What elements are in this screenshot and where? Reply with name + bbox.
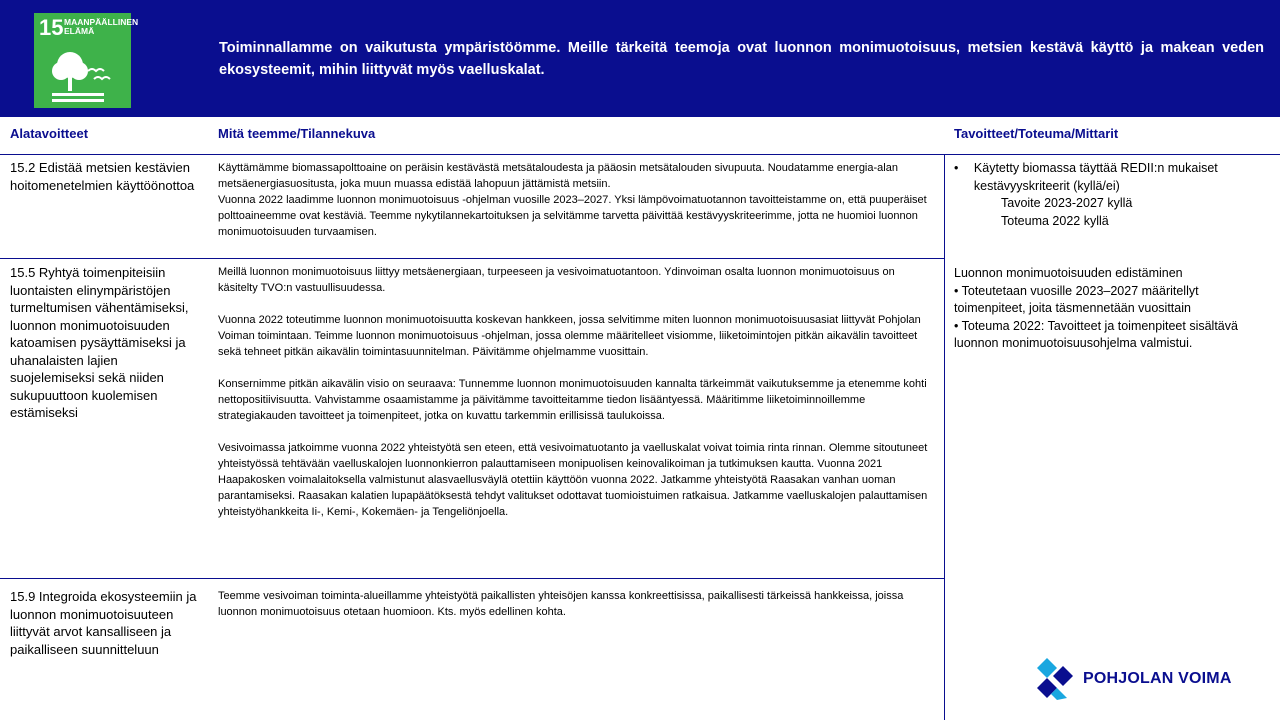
sub-goal-15-9: 15.9 Integroida ekosysteemiin ja luonnon monimuotoisuuteen liittyvät arvot kansalliseen ja paikalliseen suunnitteluun bbox=[10, 589, 197, 657]
sub-goal-15-2: 15.2 Edistää metsien kestävien hoitomenetelmien käyttöönottoa bbox=[10, 160, 195, 193]
tree-and-birds-icon bbox=[34, 43, 131, 108]
intro-text: Toiminnallamme on vaikutusta ympäristöömme. Meille tärkeitä teemoja ovat luonnon monimuotoisuus, metsien kestävä käyttö ja makean veden ekosysteemit, mihin liittyvät myös vaelluskalat. bbox=[219, 40, 1264, 78]
pv-mark-icon bbox=[1035, 658, 1079, 700]
row-text-15-5: Meillä luonnon monimuotoisuus liittyy metsäenergiaan, turpeeseen ja vesivoimatuotantoon. Ydinvoiman osalta luonnon monimuotoisuus on käsitelty TVO:n vastuullisuudessa. Vuonna 2022 toteutimme luonnon monimuotoisuutta koskevan hankkeen, jossa selvitimme miten luonnon monimuotoisuusasiat liittyvät Pohjolan Voiman toimintaan. Teimme luonnon monimuotoisuus -ohjelman, jossa olemme määritelleet visiomme, liiketoimintojen pitkän aikavälin tavoitteet sekä tehneet pitkän aikavälin toimintasuunnitelman. Päivitämme ohjelmamme vuosittain. Konsernimme pitkän aikavälin visio on seuraava: Tunnemme luonnon monimuotoisuuden kannalta tärkeimmät vaikutuksemme ja etenemme kohti nettopositiivisuutta. Vahvistamme osaamistamme ja päivitämme tavoitteitamme tiedon lisääntyessä. Määritimme liiketoiminnoillemme strategiakauden tavoitteet ja toimenpiteet, jotka on kuvattu tarkemmin erillisissä taulukoissa. Vesivoimassa jatkoimme vuonna 2022 yhteistyötä sen eteen, että vesivoimatuotanto ja vaelluskalat voivat toimia rinta rinnan. Olemme sitoutuneet yhteistyössä tehtävään vaelluskalojen luonnonkierron palauttamiseen monipuolisen keinovalikoiman ja tutkimuksen kautta. Vuonna 2021 Haapakosken voimalaitoksella valmistunut alasvaellusväylä otettiin käyttöön vuonna 2022. Jatkamme yhteistyötä Raasakan vanhan uoman parantamiseksi. Raasakan kalatien lupapäätöksestä tehdyt valitukset odottavat tuomioistuimen ratkaisua. Jatkamme vaelluskalojen palauttamisen yhteistyöhankkeita Ii-, Kemi-, Kokemäen- ja Tengeliönjoella. bbox=[218, 266, 928, 518]
row-divider bbox=[0, 258, 944, 259]
row-text-15-2: Käyttämämme biomassapolttoaine on peräisin kestävästä metsätaloudesta ja pääosin metsätalouden sivupuuta. Noudatamme energia-alan metsäenergiasuositusta, joka muun muassa edistää lahopuun jättämistä metsiin. Vuonna 2022 laadimme luonnon monimuotoisuus -ohjelman vuosille 2023–2027. Yksi lämpövoimatuotannon tavoitteistamme on, että puuperäiset polttoaineemme ovat kestäviä. Teemme nykytilannekartoituksen ja selvitämme tarvetta päivittää kestävyyskriteerimme, jotta ne huomioi luonnon monimuotoisuuden turvaamisen. bbox=[218, 162, 927, 238]
list-item bbox=[954, 160, 1244, 195]
goals-block-biodiversity bbox=[954, 265, 1254, 353]
logo-text: POHJOLAN VOIMA bbox=[1083, 670, 1232, 687]
sdg-15-logo bbox=[34, 13, 139, 108]
goals-block-biomass bbox=[954, 160, 1244, 230]
goal-line: • Toteuma 2022: Tavoitteet ja toimenpiteet sisältävä bbox=[954, 318, 1238, 333]
pohjolan-voima-logo bbox=[1035, 658, 1235, 700]
goal-actual: Toteuma 2022 kyllä bbox=[1001, 213, 1109, 228]
header-divider bbox=[0, 154, 1280, 155]
goal-main-text: Käytetty biomassa täyttää REDII:n mukaiset kestävyyskriteerit (kyllä/ei) bbox=[973, 161, 1218, 193]
column-header-goals: Tavoitteet/Toteuma/Mittarit bbox=[954, 126, 1119, 141]
row-divider bbox=[0, 578, 944, 579]
sdg-title: MAANPÄÄLLINEN ELÄMÄ bbox=[64, 17, 139, 36]
column-header-what-we-do: Mitä teemme/Tilannekuva bbox=[218, 126, 376, 141]
goal-target: Tavoite 2023-2027 kyllä bbox=[1001, 196, 1133, 210]
sdg-number: 15 bbox=[39, 15, 64, 40]
goal-line: • Toteutetaan vuosille 2023–2027 määritellyt toimenpiteet, joita täsmennetään vuosittain bbox=[954, 283, 1199, 315]
goal-heading: Luonnon monimuotoisuuden edistäminen bbox=[954, 266, 1183, 280]
column-header-sub-goals: Alatavoitteet bbox=[10, 126, 89, 141]
row-text-15-9: Teemme vesivoiman toiminta-alueillamme yhteistyötä paikallisten yhteisöjen kanssa konkreettisissa, paikallisesti tärkeissä hankkeissa, joissa luonnon monimuotoisuus otetaan huomioon. Kts. myös edellinen kohta. bbox=[218, 590, 904, 618]
goal-line: luonnon monimuotoisuusohjelma valmistui. bbox=[954, 336, 1193, 350]
sub-goal-15-5: 15.5 Ryhtyä toimenpiteisiin luontaisten elinympäristöjen turmeltumisen vähentämiseksi, luonnon monimuotoisuuden katoamisen pysäyttämiseksi ja uhanalaisten lajien suojelemiseksi sekä niiden sukupuuttoon kuolemisen estämiseksi bbox=[10, 265, 189, 420]
header-banner bbox=[0, 0, 1280, 117]
bullet-marker: • bbox=[954, 161, 959, 175]
column-divider bbox=[944, 154, 945, 720]
